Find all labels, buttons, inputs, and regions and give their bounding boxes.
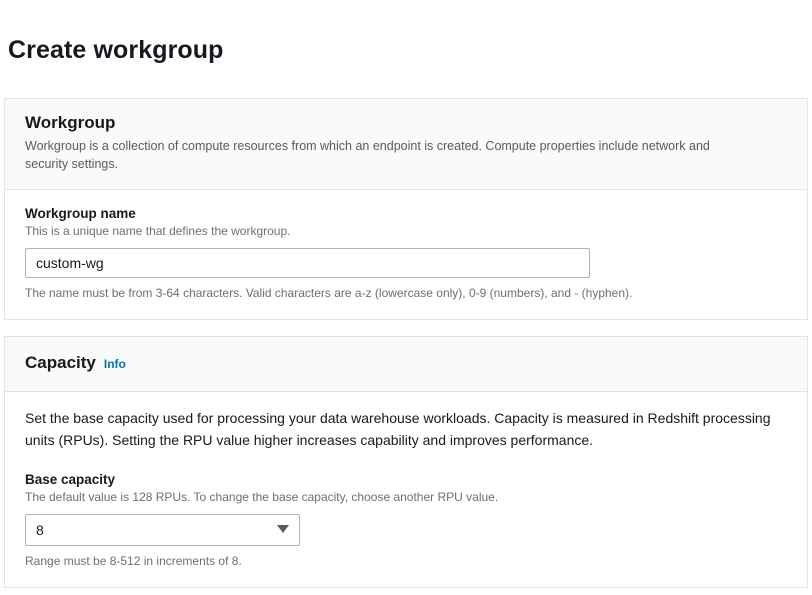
- workgroup-card-body: [5, 190, 807, 320]
- base-capacity-label: Base capacity: [25, 471, 116, 487]
- workgroup-card: [4, 98, 808, 321]
- workgroup-name-label: Workgroup name: [25, 205, 136, 221]
- workgroup-section-title: Workgroup: [25, 112, 116, 132]
- base-capacity-selected-value[interactable]: 8: [25, 514, 300, 546]
- capacity-card-body: [5, 392, 807, 587]
- workgroup-card-header: [5, 99, 807, 190]
- base-capacity-hint: The default value is 128 RPUs. To change the base capacity, choose another RPU value.: [25, 489, 499, 504]
- workgroup-name-constraint: The name must be from 3-64 characters. Valid characters are a-z (lowercase only), 0-9 (numbers), and - (hyphen).: [25, 285, 633, 300]
- base-capacity-select[interactable]: [25, 514, 300, 546]
- capacity-info-link[interactable]: Info: [103, 357, 126, 372]
- workgroup-name-input[interactable]: [25, 248, 590, 278]
- create-workgroup-page: [0, 17, 812, 595]
- workgroup-name-hint: This is a unique name that defines the workgroup.: [25, 223, 291, 238]
- workgroup-section-description: Workgroup is a collection of compute resources from which an endpoint is created. Compute properties include network and security settings.: [25, 138, 710, 171]
- page-title: Create workgroup: [8, 35, 224, 64]
- base-capacity-constraint: Range must be 8-512 in increments of 8.: [25, 553, 242, 568]
- capacity-section-title: Capacity: [25, 353, 96, 373]
- capacity-card: [4, 336, 808, 588]
- capacity-description: Set the base capacity used for processing your data warehouse workloads. Capacity is measured in Redshift processing units (RPUs). Setting the RPU value higher increases capability and improves performance.: [25, 410, 771, 449]
- capacity-card-header: [5, 337, 807, 392]
